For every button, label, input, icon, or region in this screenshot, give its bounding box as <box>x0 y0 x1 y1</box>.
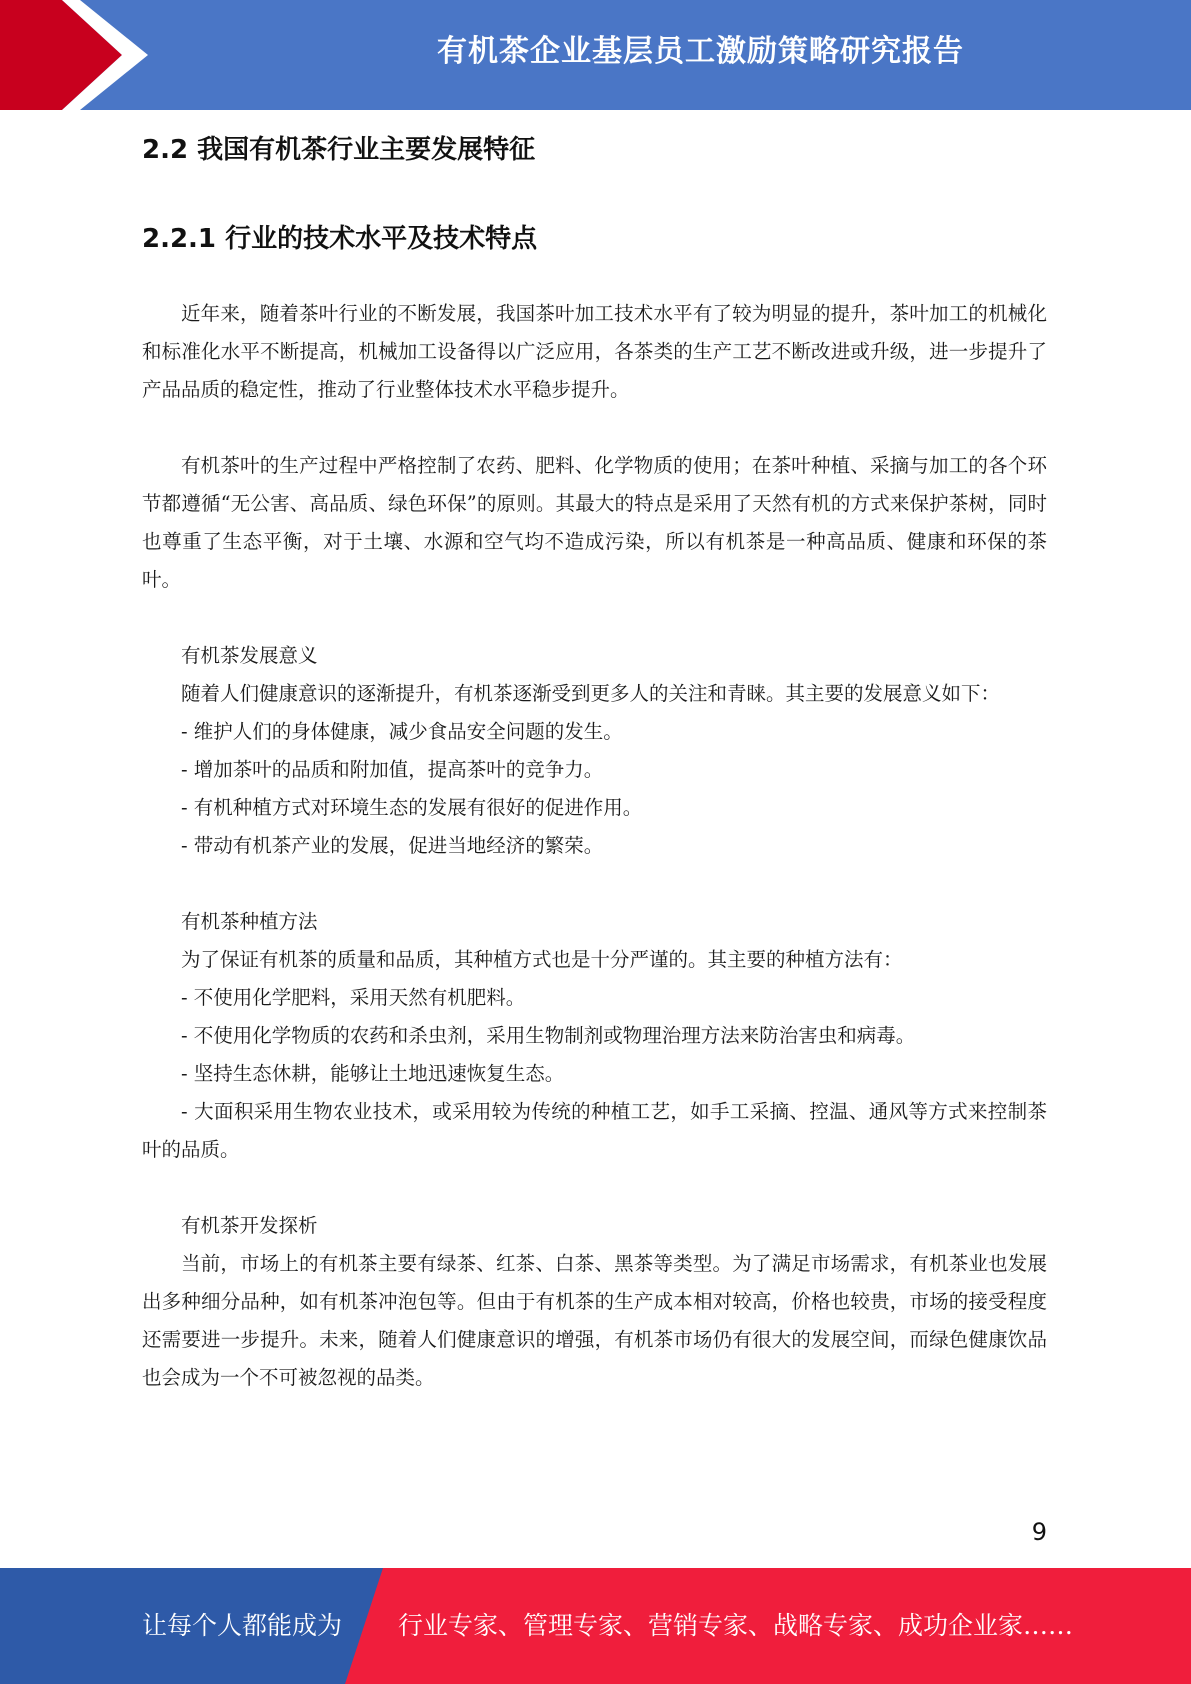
development-text: 当前，市场上的有机茶主要有绿茶、红茶、白茶、黑茶等类型。为了满足市场需求，有机茶业也发展出多种细分品种，如有机茶冲泡包等。但由于有机茶的生产成本相对较高，价格也较贵，市场的接受程度还需要进一步提升。未来，随着人们健康意识的增强，有机茶市场仍有很大的发展空间，而绿色健康饮品也会成为一个不可被忽视的品类。 <box>142 1252 1047 1389</box>
paragraph-1: 近年来，随着茶叶行业的不断发展，我国茶叶加工技术水平有了较为明显的提升，茶叶加工的机械化和标准化水平不断提高，机械加工设备得以广泛应用，各茶类的生产工艺不断改进或升级，进一步提升了产品品质的稳定性，推动了行业整体技术水平稳步提升。 <box>142 302 1047 401</box>
significance-intro: 随着人们健康意识的逐渐提升，有机茶逐渐受到更多人的关注和青睐。其主要的发展意义如下： <box>181 682 1001 705</box>
paragraph-2: 有机茶叶的生产过程中严格控制了农药、肥料、化学物质的使用；在茶叶种植、采摘与加工的各个环节都遵循“无公害、高品质、绿色环保”的原则。其最大的特点是采用了天然有机的方式来保护茶树，同时也尊重了生态平衡，对于土壤、水源和空气均不造成污染，所以有机茶是一种高品质、健康和环保的茶叶。 <box>142 454 1047 591</box>
list-item: - 有机种植方式对环境生态的发展有很好的促进作用。 <box>181 796 643 819</box>
section-title-significance: 有机茶发展意义 <box>181 644 318 667</box>
page-header <box>0 0 1191 110</box>
document-title: 有机茶企业基层员工激励策略研究报告 <box>437 34 964 69</box>
list-item: - 增加茶叶的品质和附加值，提高茶叶的竞争力。 <box>181 758 604 781</box>
footer-slogan-left: 让每个人都能成为 <box>142 1611 343 1640</box>
page-number: 9 <box>1031 1518 1047 1546</box>
subsection-heading: 2.2.1 行业的技术水平及技术特点 <box>142 224 538 254</box>
section-title-development: 有机茶开发探析 <box>181 1214 318 1237</box>
list-item: - 不使用化学物质的农药和杀虫剂，采用生物制剂或物理治理方法来防治害虫和病毒。 <box>181 1024 916 1047</box>
footer-slogan-right: 行业专家、管理专家、营销专家、战略专家、成功企业家…… <box>398 1611 1074 1640</box>
list-item: - 坚持生态休耕，能够让土地迅速恢复生态。 <box>181 1062 565 1085</box>
list-item: - 带动有机茶产业的发展，促进当地经济的繁荣。 <box>181 834 604 857</box>
list-item: - 大面积采用生物农业技术，或采用较为传统的种植工艺，如手工采摘、控温、通风等方式来控制茶叶的品质。 <box>142 1100 1047 1161</box>
section-title-planting: 有机茶种植方法 <box>181 910 318 933</box>
planting-intro: 为了保证有机茶的质量和品质，其种植方式也是十分严谨的。其主要的种植方法有： <box>181 948 903 971</box>
section-heading: 2.2 我国有机茶行业主要发展特征 <box>142 135 536 165</box>
list-item: - 不使用化学肥料，采用天然有机肥料。 <box>181 986 526 1009</box>
list-item: - 维护人们的身体健康，减少食品安全问题的发生。 <box>181 720 623 743</box>
page-footer <box>0 1568 1191 1684</box>
body-content <box>142 295 1047 1397</box>
